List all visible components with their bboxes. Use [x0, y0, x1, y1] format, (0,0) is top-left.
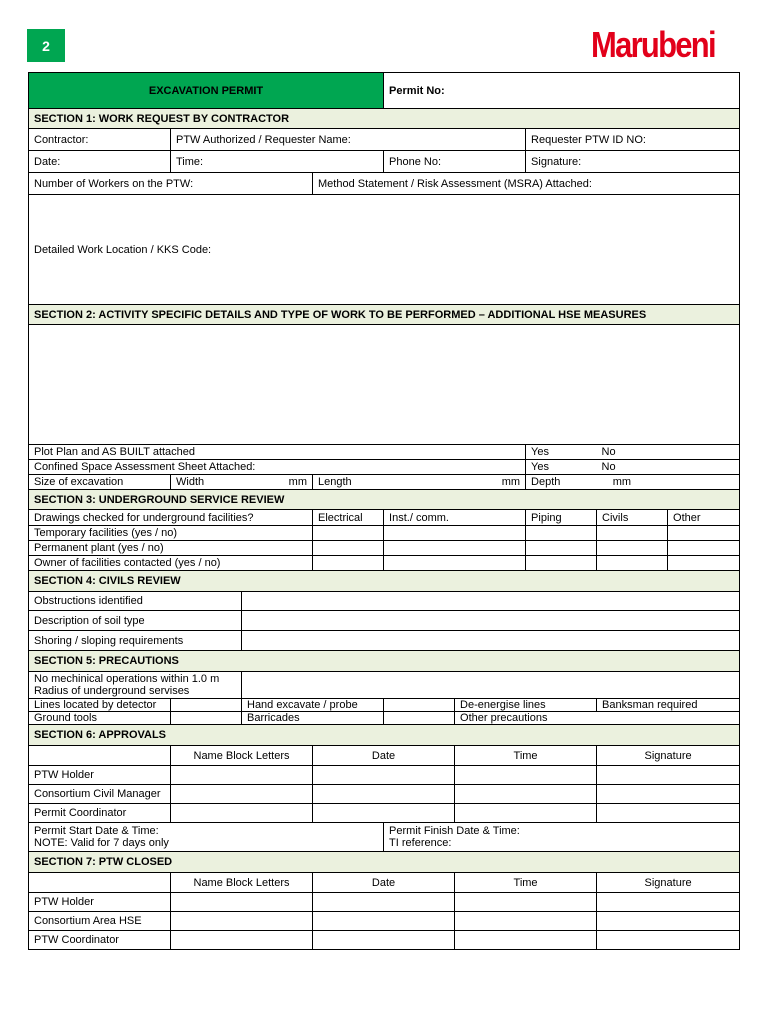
temp-inst-cell[interactable] [384, 526, 526, 541]
requester-name-field[interactable]: PTW Authorized / Requester Name: [171, 129, 526, 151]
depth-label: Depth [531, 476, 561, 488]
section5-heading: SECTION 5: PRECAUTIONS [29, 651, 740, 672]
width-label: Width [176, 476, 205, 488]
approvals-cell[interactable] [313, 766, 455, 785]
approvals-header-blank [29, 746, 171, 766]
col-inst-comm: Inst./ comm. [384, 510, 526, 526]
approvals-col-time: Time [455, 746, 597, 766]
approvals-cell[interactable] [455, 766, 597, 785]
confined-space-label: Confined Space Assessment Sheet Attached: [29, 460, 526, 475]
approvals-cell[interactable] [313, 785, 455, 804]
temp-electrical-cell[interactable] [313, 526, 384, 541]
mechanical-line-1: No mechinical operations within 1.0 m [34, 673, 220, 685]
closed-cell[interactable] [313, 912, 455, 931]
temp-civils-cell[interactable] [597, 526, 668, 541]
mechanical-operations-label [29, 672, 242, 699]
col-piping: Piping [526, 510, 597, 526]
approvals-cell[interactable] [171, 785, 313, 804]
closed-row-area-hse: Consortium Area HSE [29, 912, 171, 931]
lines-detector-check[interactable] [171, 699, 242, 712]
owner-civils-cell[interactable] [597, 556, 668, 571]
col-civils: Civils [597, 510, 668, 526]
closed-cell[interactable] [313, 931, 455, 950]
closed-cell[interactable] [597, 893, 740, 912]
section4-heading: SECTION 4: CIVILS REVIEW [29, 571, 740, 592]
approvals-col-signature: Signature [597, 746, 740, 766]
owner-electrical-cell[interactable] [313, 556, 384, 571]
closed-col-date: Date [313, 873, 455, 893]
time-field[interactable]: Time: [171, 151, 384, 173]
closed-cell[interactable] [597, 912, 740, 931]
approvals-row-ptw-holder: PTW Holder [29, 766, 171, 785]
approvals-col-date: Date [313, 746, 455, 766]
closed-header-blank [29, 873, 171, 893]
section6-heading: SECTION 6: APPROVALS [29, 725, 740, 746]
ground-tools-label: Ground tools [29, 712, 171, 725]
signature-field[interactable]: Signature: [526, 151, 740, 173]
page-number-badge: 2 [27, 29, 65, 62]
closed-cell[interactable] [455, 893, 597, 912]
approvals-cell[interactable] [313, 804, 455, 823]
obstructions-label: Obstructions identified [29, 592, 242, 611]
requester-id-field[interactable]: Requester PTW ID NO: [526, 129, 740, 151]
phone-field[interactable]: Phone No: [384, 151, 526, 173]
permit-no-field[interactable]: Permit No: [384, 73, 740, 109]
length-label: Length [318, 476, 352, 488]
owner-other-cell[interactable] [668, 556, 740, 571]
width-unit: mm [288, 476, 307, 488]
length-unit: mm [501, 476, 521, 488]
other-precautions-label[interactable]: Other precautions [455, 712, 740, 725]
closed-col-signature: Signature [597, 873, 740, 893]
barricades-label: Barricades [242, 712, 384, 725]
banksman-label[interactable]: Banksman required [597, 699, 740, 712]
closed-col-time: Time [455, 873, 597, 893]
depth-unit: mm [612, 476, 632, 488]
plot-plan-label: Plot Plan and AS BUILT attached [29, 445, 526, 460]
marubeni-logo: Marubeni [591, 24, 715, 65]
permit-finish-label: Permit Finish Date & Time: [389, 825, 520, 837]
owner-contacted-label: Owner of facilities contacted (yes / no) [29, 556, 313, 571]
perm-inst-cell[interactable] [384, 541, 526, 556]
closed-col-name: Name Block Letters [171, 873, 313, 893]
approvals-cell[interactable] [455, 785, 597, 804]
barricades-check[interactable] [384, 712, 455, 725]
approvals-row-civil-manager: Consortium Civil Manager [29, 785, 171, 804]
plot-plan-yes[interactable]: Yes [526, 445, 597, 460]
ti-reference-label: TI reference: [389, 837, 452, 849]
shoring-field[interactable] [242, 631, 740, 651]
approvals-cell[interactable] [455, 804, 597, 823]
permit-finish-field[interactable] [384, 823, 740, 852]
permanent-plant-label: Permanent plant (yes / no) [29, 541, 313, 556]
closed-cell[interactable] [171, 912, 313, 931]
permit-start-field[interactable] [29, 823, 384, 852]
permit-start-label: Permit Start Date & Time: [34, 825, 159, 837]
approvals-cell[interactable] [171, 766, 313, 785]
mechanical-line-2: Radius of underground servises [34, 685, 190, 697]
temporary-facilities-label: Temporary facilities (yes / no) [29, 526, 313, 541]
hand-excavate-label: Hand excavate / probe [242, 699, 384, 712]
perm-civils-cell[interactable] [597, 541, 668, 556]
shoring-label: Shoring / sloping requirements [29, 631, 242, 651]
temp-other-cell[interactable] [668, 526, 740, 541]
section3-heading: SECTION 3: UNDERGROUND SERVICE REVIEW [29, 490, 740, 510]
lines-detector-label: Lines located by detector [29, 699, 171, 712]
msra-field[interactable]: Method Statement / Risk Assessment (MSRA) Attached: [313, 173, 740, 195]
form-title: EXCAVATION PERMIT [29, 73, 384, 109]
closed-cell[interactable] [171, 893, 313, 912]
confined-space-yes[interactable]: Yes [526, 460, 597, 475]
perm-electrical-cell[interactable] [313, 541, 384, 556]
approvals-row-permit-coordinator: Permit Coordinator [29, 804, 171, 823]
closed-cell[interactable] [171, 931, 313, 950]
soil-type-field[interactable] [242, 611, 740, 631]
confined-space-no[interactable]: No [597, 460, 740, 475]
contractor-field[interactable]: Contractor: [29, 129, 171, 151]
plot-plan-no[interactable]: No [597, 445, 740, 460]
ground-tools-check[interactable] [171, 712, 242, 725]
drawings-checked-label: Drawings checked for underground facilities? [29, 510, 313, 526]
approvals-col-name: Name Block Letters [171, 746, 313, 766]
col-other: Other [668, 510, 740, 526]
permit-validity-note: NOTE: Valid for 7 days only [34, 837, 169, 849]
hand-excavate-check[interactable] [384, 699, 455, 712]
date-field[interactable]: Date: [29, 151, 171, 173]
obstructions-field[interactable] [242, 592, 740, 611]
closed-cell[interactable] [455, 931, 597, 950]
col-electrical: Electrical [313, 510, 384, 526]
section7-heading: SECTION 7: PTW CLOSED [29, 852, 740, 873]
closed-row-ptw-holder: PTW Holder [29, 893, 171, 912]
width-field[interactable] [171, 475, 313, 490]
activity-details-field[interactable] [29, 325, 740, 445]
depth-field[interactable] [526, 475, 740, 490]
deenergise-label: De-energise lines [455, 699, 597, 712]
owner-inst-cell[interactable] [384, 556, 526, 571]
approvals-cell[interactable] [597, 766, 740, 785]
closed-cell[interactable] [597, 931, 740, 950]
section1-heading: SECTION 1: WORK REQUEST BY CONTRACTOR [29, 109, 740, 129]
work-location-field[interactable]: Detailed Work Location / KKS Code: [29, 195, 740, 305]
owner-piping-cell[interactable] [526, 556, 597, 571]
approvals-cell[interactable] [597, 785, 740, 804]
closed-row-ptw-coordinator: PTW Coordinator [29, 931, 171, 950]
soil-type-label: Description of soil type [29, 611, 242, 631]
closed-cell[interactable] [313, 893, 455, 912]
perm-other-cell[interactable] [668, 541, 740, 556]
mechanical-operations-field[interactable] [242, 672, 740, 699]
excavation-size-label: Size of excavation [29, 475, 171, 490]
perm-piping-cell[interactable] [526, 541, 597, 556]
temp-piping-cell[interactable] [526, 526, 597, 541]
excavation-permit-form [28, 72, 740, 950]
approvals-cell[interactable] [171, 804, 313, 823]
closed-cell[interactable] [455, 912, 597, 931]
approvals-cell[interactable] [597, 804, 740, 823]
workers-field[interactable]: Number of Workers on the PTW: [29, 173, 313, 195]
length-field[interactable] [313, 475, 526, 490]
section2-heading: SECTION 2: ACTIVITY SPECIFIC DETAILS AND TYPE OF WORK TO BE PERFORMED – ADDITIONAL HSE MEASURES [29, 305, 740, 325]
